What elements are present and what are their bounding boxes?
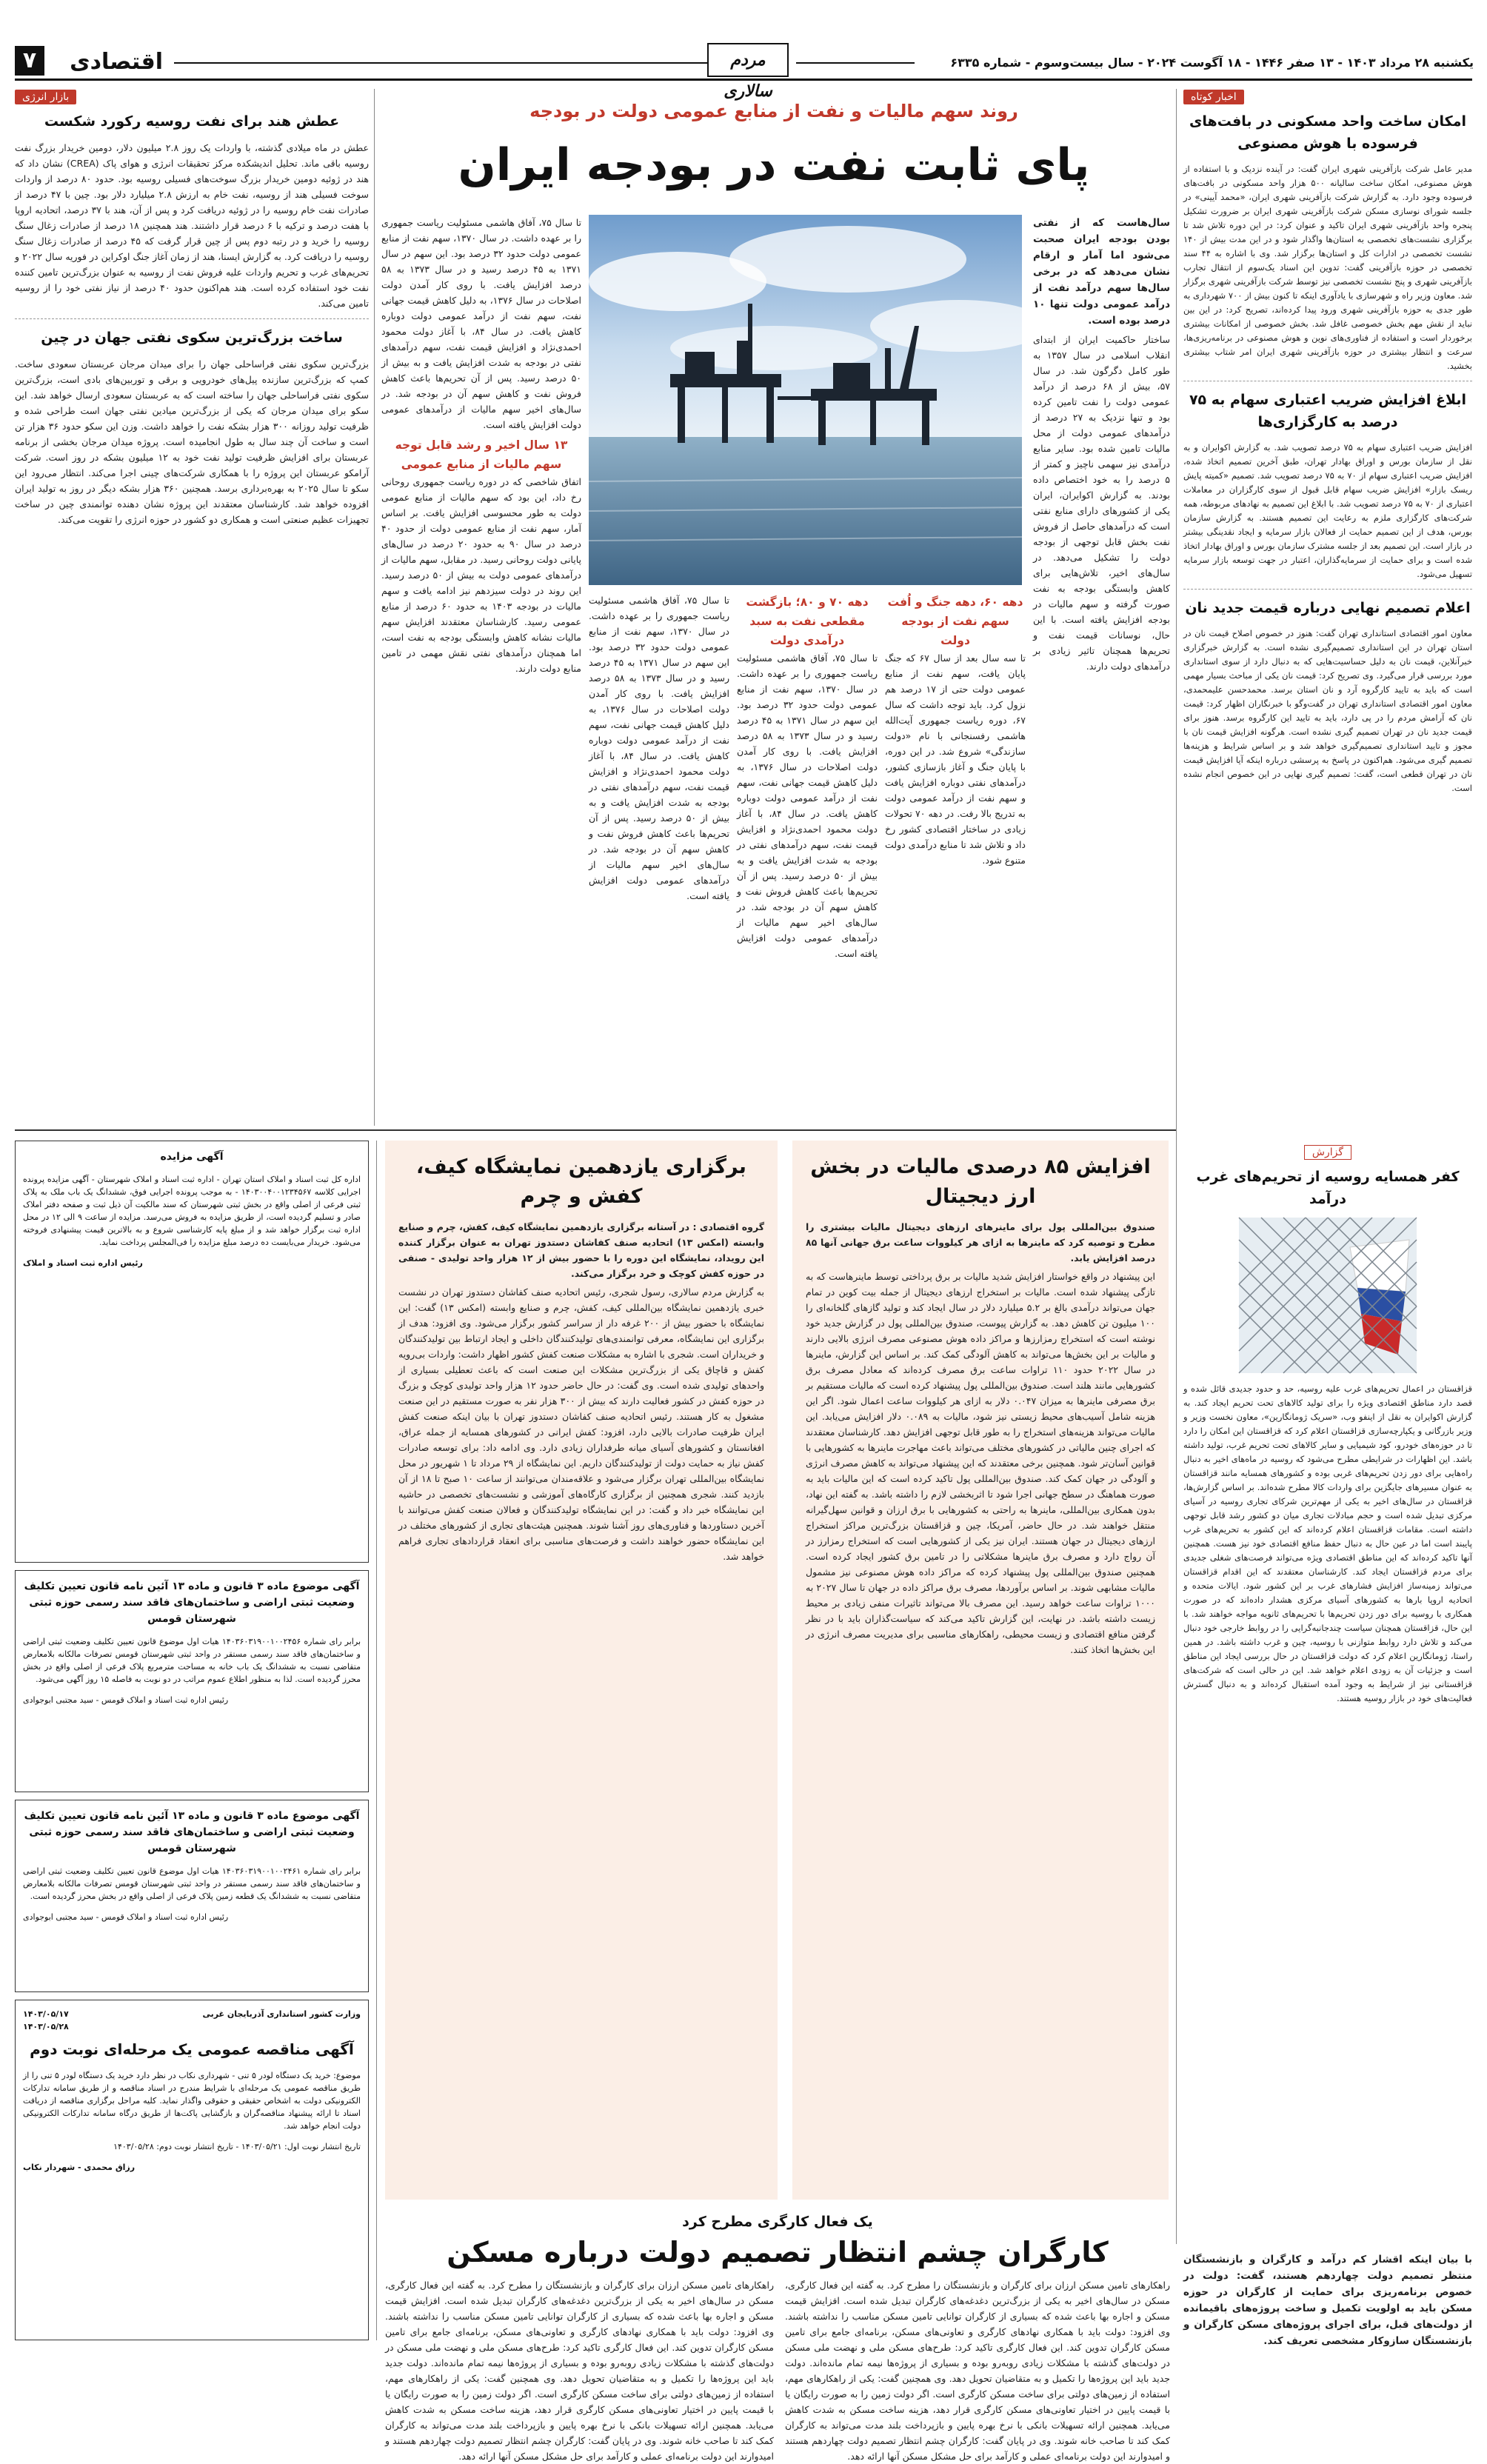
market-tag: بازار انرژی [15, 90, 76, 104]
leather-expo-lede: گروه اقتصادی : در آستانه برگزاری یازدهمین نمایشگاه کیف، کفش، چرم و صنایع وابسته (امکس ۱۳) اتحادیه صنف کفاشان دستدوز تهران به عنوان برگزار کننده این رویداد، نمایشگاه این دوره را با حضور بیش از ۱۲ هزار واحد تولیدی - صنفی در حوزه کفش کوچک و خرد برگزار می‌کند. [398, 1221, 764, 1279]
ad-tender-date-1: ۱۴۰۳/۰۵/۱۷ [23, 2009, 69, 2019]
ad-land-registry-1-body: برابر رای شماره ۱۴۰۳۶۰۳۱۹۰۰۱۰۰۲۴۵۶ هیات اول موضوع قانون تعیین تکلیف وضعیت ثبتی اراضی و ساختمان‌های فاقد سند رسمی مستقر در واحد ثبتی شهرستان قومس تصرفات مالکانه بلامعارض متقاضی نسبت به ششدانگ یک باب خانه به مساحت مترمربع پلاک فرعی از اصلی واقع در بخش محرز گردیده است. لذا به منظور اطلاع عموم مراتب در دو نوبت به فاصله ۱۵ روز آگهی می‌شود. [23, 1637, 361, 1684]
ad-tender-body: موضوع: خرید یک دستگاه لودر ۵ تنی - شهرداری نکاب در نظر دارد خرید یک دستگاه لودر ۵ تنی را از طریق مناقصه عمومی یک مرحله‌ای با شرایط مندرج در اسناد مناقصه و از طریق سامانه تدارکات الکترونیکی دولت به اشخاص حقیقی و حقوقی واگذار نماید. کلیه مراحل برگزاری مناقصه از دریافت اسناد تا ارائه پیشنهاد مناقصه‌گران و بازگشایی پاکت‌ها از طریق درگاه سامانه تدارکات الکترونیکی دولت انجام خواهد شد. [23, 2071, 361, 2131]
ad-auction-title: آگهی مزایده [160, 1151, 224, 1163]
lead-column-4 [589, 592, 729, 1126]
lead-subhead-2: دهه ۷۰ و ۸۰؛ بازگشت مقطعی نفت به سبد درآمدی دولت [746, 595, 869, 647]
fence-flag-illustration [1239, 1218, 1417, 1373]
oil-platform-photo [589, 215, 1022, 585]
masthead-line-left [174, 62, 707, 64]
date-line: یکشنبه ۲۸ مرداد ۱۴۰۳ - ۱۳ صفر ۱۴۴۶ - ۱۸ آگوست ۲۰۲۴ - سال بیست‌وسوم - شماره ۶۳۳۵ [950, 56, 1474, 70]
lead-column-3 [737, 592, 878, 1126]
ad-tender-title: آگهی مناقصه عمومی یک مرحله‌ای نوبت دوم [30, 2040, 354, 2058]
ad-auction-signature: رئیس اداره ثبت اسناد و املاک [23, 1258, 143, 1268]
ads-column-rule [376, 1141, 377, 2340]
ad-tender-dates-box [23, 2008, 69, 2033]
ad-land-registry-2-title: آگهی موضوع ماده ۳ قانون و ماده ۱۳ آئین نامه قانون تعیین تکلیف وضعیت ثبتی اراضی و ساختمان‌های فاقد سند رسمی حوزه ثبتی شهرستان قومس [24, 1810, 360, 1854]
housing-lede-column [1183, 2251, 1472, 2355]
masthead-line-right [796, 62, 915, 64]
section-label: اقتصادی [70, 49, 163, 75]
lead-subhead-3: ۱۳ سال اخیر و رشد قابل توجه سهم مالیات از منابع عمومی [395, 438, 568, 471]
crypto-tax-body: این پیشنهاد در واقع خواستار افزایش شدید مالیات بر برق پرداختی توسط ماینرهاست که به تازگی پیشنهاد شده است. مالیات بر استخراج ارزهای دیجیتال از جمله بیت کوین در تمام جهان می‌تواند درآمدی بالغ بر ۵.۲ میلیارد دلار در سال ایجاد کند و تولید گازهای گلخانه‌ای را ۱۰۰ میلیون تن کاهش دهد. به گزارش پیوست، صندوق بین‌المللی پول در گزارش جدید خود نوشته است که استخراج رمزارزها و مراکز داده هوش مصنوعی مصرف انرژی بالایی دارند و مالیات بر این بخش‌ها می‌تواند به کاهش آلودگی کمک کند. بر اساس این گزارش، ماینرها در سال ۲۰۲۲ حدود ۱۱۰ تراوات ساعت برق مصرف کرده‌اند که معادل مصرف برق کشورهایی مانند هلند است. صندوق بین‌المللی پول پیشنهاد کرده است که مالیات مستقیم بر برق مصرفی ماینرها به میزان ۰.۰۴۷ دلار به ازای هر کیلووات ساعت اعمال شود. اگر این هزینه شامل آسیب‌های محیط زیستی نیز شود، مالیات به ۰.۰۸۹ دلار افزایش می‌یابد. این مالیات می‌تواند هزینه‌های استخراج را به طور قابل توجهی افزایش دهد. کارشناسان معتقدند که اجرای چنین مالیاتی در کشورهای مختلف می‌تواند باعث مهاجرت ماینرها به کشورهایی با قوانین آسان‌تر شود. همچنین برخی معتقدند که این پیشنهاد می‌تواند به کاهش مصرف انرژی و آلودگی در جهان کمک کند. صندوق بین‌المللی پول تاکید کرده است که این مالیات باید به صورت هماهنگ در سطح جهانی اجرا شود تا اثربخشی لازم را داشته باشد. به گفته این نهاد، بدون همکاری بین‌المللی، ماینرها به راحتی به کشورهایی با برق ارزان و قوانین سهل‌گیرانه منتقل خواهند شد. در حال حاضر، آمریکا، چین و قزاقستان بزرگ‌ترین مراکز استخراج ارزهای دیجیتال در جهان هستند. ایران نیز یکی از کشورهایی است که استخراج رمزارز در آن رواج دارد و مصرف برق ماینرها مشکلاتی را در تامین برق کشور ایجاد کرده است. همچنین صندوق بین‌المللی پول پیشنهاد کرده که مراکز داده هوش مصنوعی نیز مشمول مالیات مشابهی شوند. بر اساس برآوردها، مصرف برق مراکز داده در جهان تا سال ۲۰۲۷ به ۱۰۰۰ تراوات ساعت خواهد رسید. این مصرف بالا می‌تواند تاثیرات منفی زیادی بر محیط زیست داشته باشد. در نهایت، این گزارش تاکید می‌کند که سیاست‌گذاران باید با در نظر گرفتن منافع اقتصادی و زیست محیطی، راهکارهای مناسبی برای مدیریت مصرف انرژی در این بخش‌ها اتخاذ کنند. [805, 1271, 1156, 1655]
short-news-1-body: مدیر عامل شرکت بازآفرینی شهری ایران گفت: در آینده نزدیک و با استفاده از هوش مصنوعی، امکان ساخت سالیانه ۵۰۰ هزار واحد مسکونی در بافت‌های فرسوده وجود دارد. به گزارش شرکت بازآفرینی شهری ایران، «محمد آیینی» در جلسه شورای نوسازی مسکن شرکت بازآفرینی شهری ایران بر ضرورت تشکیل پنجره واحد بازآفرینی شهری ایران تاکید و عنوان کرد: در این دوره تلاش شد تا برگزاری نشست‌های تخصصی به استان‌ها واگذار شود و در این مدت بیش از ۱۴۰ نشست تخصصی در ادارات کل و استان‌ها برگزار شد. وی با اشاره به ۴۴ سند تخصصی در حوزه بازآفرینی گفت: تدوین این اسناد یک‌سوم از انتقال تجارب بازآفرینی شهری و پنج نشست تخصصی نیز توسط شرکت بازآفرینی شهری برگزار شد. معاون وزیر راه و شهرسازی با یادآوری اینکه تا کنون بیش از ۷۰۰ شهرداری به طور جدی به حوزه بازآفرینی شهری ورود پیدا کرده‌اند، تصریح کرد: در این بین نباید از نقش مهم بخش خصوصی غافل شد. بخش خصوصی از امکانات بیشتری برخوردار است و استفاده از فناوری‌های نوین و هوش مصنوعی در برنامه‌ریزی‌ها، سرعت و انتظار بیشتری در حوزه بازآفرینی شهری ایران امر شتاب بیشتری بخشید. [1183, 164, 1472, 371]
fence-flag-photo [1239, 1218, 1417, 1373]
leather-expo-article [385, 1141, 778, 2200]
lead-column-5 [381, 215, 581, 1126]
ad-tender [15, 2000, 369, 2340]
ad-auction [15, 1141, 369, 1563]
housing-kicker: یک فعال کارگری مطرح کرد [682, 2214, 873, 2230]
market-column [15, 89, 369, 1126]
crypto-tax-title: افزایش ۸۵ درصدی مالیات در بخش ارز دیجیتال [810, 1155, 1151, 1208]
lead-body-d: اتفاق شاخصی که در دوره ریاست جمهوری روحانی رخ داد، این بود که سهم مالیات از منابع عمومی دولت به طور محسوسی افزایش یافت. بر اساس آمار، سهم نفت از منابع عمومی دولت از حدود ۴۰ درصد در سال ۹۰ به حدود ۲۰ درصد در سال‌های پایانی دولت روحانی رسید. در مقابل، سهم مالیات از درآمدهای عمومی دولت به بیش از ۵۰ درصد رسید. این روند در دولت سیزدهم نیز ادامه یافت و سهم مالیات در بودجه ۱۴۰۳ به حدود ۶۰ درصد از منابع عمومی رسید. کارشناسان معتقدند افزایش سهم مالیات نشانه کاهش وابستگی بودجه به نفت است، اما همچنان درآمدهای نفتی نقش مهمی در تامین منابع دولت دارند. [381, 476, 582, 674]
ad-tender-header: وزارت کشور استانداری آذربایجان غربی [202, 2009, 361, 2019]
short-news-2-body: افزایش ضریب اعتباری سهام به ۷۵ درصد تصویب شد. به گزارش اکوایران و به نقل از سازمان بورس و اوراق بهادار تهران، طبق آخرین تصمیم اتخاذ شده، افزایش ضریب اعتباری سهام از ۷۰ به ۷۵ درصد تصویب شد. تصمیم «کمیته پایش ریسک بازار» افزایش ضریب سهام قابل قبول از سوی کارگزاران در معاملات اعتباری از ۷۰ به ۷۵ درصد تصویب شد. با ابلاغ این تصمیم به نهادهای مربوطه، همه شرکت‌های کارگزاری ملزم به رعایت این تصمیم هستند. به گزارش سازمان بورس، هدف از این تصمیم حمایت از فعالان بازار سرمایه و ایجاد نقدینگی بیشتر در بازار است. این تصمیم بعد از جلسه مشترک سازمان بورس و اوراق بهادار اتخاذ شده است و برای حمایت از سرمایه‌گذاران، اعتبار در جهت توسعه بازار سرمایه تسهیل می‌شود. [1183, 442, 1472, 579]
ad-land-registry-1 [15, 1570, 369, 1792]
market-body-1: عطش در ماه میلادی گذشته، با واردات یک روز ۲.۸ میلیون دلار، دومین خریدار بزرگ نفت روسیه باقی ماند. تحلیل اندیشکده مرکز تحقیقات انرژی و هوای پاک (CREA) نشان داد که هند در ژوئیه دومین خریدار بزرگ سوخت‌های فسیلی روسیه بود. حدود ۸۰ درصد از واردات سوخت فسیلی هند از روسیه، نفت خام به ارزش ۲.۸ میلیارد دلار بود. چین با ۴۷ درصد از صادرات نفت خام روسیه را در ژوئیه دریافت کرد و پس از آن، هند با ۳۷ درصد، اتحادیه اروپا با هفت درصد و ترکیه با ۶ درصد قرار داشتند. هند همچنین ۱۸ درصد از صادرات زغال سنگ روسیه را خرید و در رتبه دوم پس از چین قرار گرفت که ۴۵ درصد از صادرات زغال سنگ روسیه را دریافت کرد. به گزارش ایسنا، هند از زمان آغاز جنگ اوکراین در فوریه سال ۲۰۲۲ و تحریم‌های غرب و تحریم واردات علیه فروش نفت از روسیه به عنوان بزرگ‌ترین تامین کننده نفت خود استفاده کرده است. هند هم‌اکنون حدود ۴۰ درصد از نیاز نفتی خود را از روسیه تامین می‌کند. [15, 142, 369, 309]
oil-platform-illustration [589, 215, 1022, 585]
short-news-1-title: امکان ساخت واحد مسکونی در بافت‌های فرسوده با هوش مصنوعی [1189, 113, 1467, 152]
page-number-badge: ۷ [15, 46, 44, 76]
left-column-rule [374, 89, 375, 1126]
crypto-tax-article [792, 1141, 1169, 2200]
short-news-2-title: ابلاغ افزایش ضریب اعتباری سهام به ۷۵ درصد به کارگزاری‌ها [1189, 392, 1467, 430]
ad-land-registry-1-signature: رئیس اداره ثبت اسناد و املاک قومس - سید مجتبی ابوجوادی [23, 1695, 229, 1705]
lead-body-d-intro: تا سال ۷۵، آفاق هاشمی مسئولیت ریاست جمهوری را بر عهده داشت. در سال ۱۳۷۰، سهم نفت از منابع عمومی دولت حدود ۳۲ درصد بود. این سهم در سال ۱۳۷۱ به ۴۵ درصد رسید و در سال ۱۳۷۳ به ۵۸ درصد افزایش یافت. با روی کار آمدن دولت اصلاحات در سال ۱۳۷۶، به دلیل کاهش قیمت جهانی نفت، سهم نفت از درآمد عمومی دولت دوباره کاهش یافت. در سال ۸۴، با آغاز دولت محمود احمدی‌نژاد و افزایش قیمت نفت، سهم درآمدهای نفتی در بودجه به شدت افزایش یافت و به بیش از ۵۰ درصد رسید. پس از آن تحریم‌ها باعث کاهش فروش نفت و کاهش سهم آن در بودجه شد. در سال‌های اخیر سهم مالیات از درآمدهای عمومی دولت افزایش یافته است. [381, 217, 581, 430]
lead-column-1 [1033, 215, 1170, 1126]
ad-land-registry-1-title: آگهی موضوع ماده ۳ قانون و ماده ۱۳ آئین نامه قانون تعیین تکلیف وضعیت ثبتی اراضی و ساختمان‌های فاقد سند رسمی حوزه ثبتی شهرستان قومس [24, 1580, 360, 1625]
lead-kicker: روند سهم مالیات و نفت از منابع عمومی دولت در بودجه [529, 101, 1018, 121]
short-news-tag: اخبار کوتاه [1183, 90, 1244, 104]
ad-tender-date-2: ۱۴۰۳/۰۵/۲۸ [23, 2022, 69, 2031]
short-news-3-title: اعلام تصمیم نهایی درباره قیمت جدید نان [1185, 600, 1471, 616]
housing-body-2: راهکارهای تامین مسکن ارزان برای کارگران و بازنشستگان را مطرح کرد. به گفته این فعال کارگری، مسکن در سال‌های اخیر به یکی از بزرگ‌ترین دغدغه‌های کارگران تبدیل شده است. افزایش قیمت مسکن و اجاره بها باعث شده که بسیاری از کارگران توانایی تامین مسکن مناسب را نداشته باشند. وی افزود: دولت باید با همکاری نهادهای کارگری و تعاونی‌های مسکن، برنامه‌ای جامع برای تامین مسکن کارگران تدوین کند. این فعال کارگری تاکید کرد: طرح‌های مسکن ملی و نهضت ملی مسکن در دولت‌های گذشته با مشکلات زیادی روبه‌رو بوده و بسیاری از پروژه‌ها نیمه تمام مانده‌اند. دولت جدید باید این پروژه‌ها را تکمیل و به متقاضیان تحویل دهد. وی همچنین گفت: یکی از راهکارهای مهم، استفاده از زمین‌های دولتی برای ساخت مسکن کارگری است. اگر دولت زمین را به صورت رایگان یا با قیمت پایین در اختیار تعاونی‌های مسکن کارگری قرار دهد، هزینه ساخت مسکن به شدت کاهش می‌یابد. همچنین ارائه تسهیلات بانکی با نرخ بهره پایین و بازپرداخت بلند مدت می‌تواند به کارگران کمک کند تا صاحب خانه شوند. وی در پایان گفت: کارگران چشم انتظار تصمیم دولت چهاردهم هستند و امیدوارند این دولت برنامه‌ای عملی و کارآمد برای حل مشکل مسکن آنها ارائه دهد. [385, 2280, 774, 2462]
housing-body-column-1 [785, 2277, 1170, 2462]
crypto-tax-lede: صندوق بین‌المللی پول برای ماینرهای ارزهای دیجیتال مالیات بیشتری را مطرح و توصیه کرد که ماینرها به ازای هر کیلووات ساعت برق جهانی آنها ۸۵ درصد افزایش یابد. [806, 1221, 1155, 1263]
market-body-2: بزرگ‌ترین سکوی نفتی فراساحلی جهان را برای میدان مرجان عربستان سعودی ساخت. کمپ که بزرگ‌ترین سازنده پیل‌های خودرویی و برقی و توربین‌های بادی است، بزرگ‌ترین سکوی نفتی فراساحلی جهان را ساخته است که به عربستان سعودی ارسال خواهد شد. این سکو برای میدان مرجان که یکی از بزرگ‌ترین میادین نفتی جهان است طراحی شده و ظرفیت تولید روزانه ۳۰۰ هزار بشکه نفت را خواهد داشت. وزن این سکو حدود ۳۶ هزار تن است و ساخت آن چند سال به طول انجامیده است. پروژه میدان مرجان بخشی از برنامه عربستان برای افزایش ظرفیت تولید نفت خود به ۱۲ میلیون بشکه در روز است. شرکت آرامکو عربستان این پروژه را با همکاری شرکت‌های چینی اجرا می‌کند. انتظار می‌رود این سکو تا سال ۲۰۲۵ به بهره‌برداری برسد. همچنین ۳۶۰ هزار بشکه دیگر در روز به تولید ایران افزوده خواهد شد. کارشناسان معتقدند این پروژه نشان دهنده توانمندی چین در ساخت تجهیزات عظیم صنعتی است و همکاری دو کشور در حوزه انرژی را تقویت می‌کند. [15, 358, 370, 525]
masthead-divider [15, 79, 1472, 81]
middle-horizontal-rule [15, 1129, 1176, 1131]
short-news-column [1183, 89, 1472, 1133]
right-column-rule [1176, 89, 1177, 2244]
report-column [1183, 1144, 1472, 2240]
lead-body-c: تا سال ۷۵، آفاق هاشمی مسئولیت ریاست جمهوری را بر عهده داشت. در سال ۱۳۷۰، سهم نفت از منابع عمومی دولت حدود ۳۲ درصد بود. این سهم در سال ۱۳۷۱ به ۴۵ درصد رسید و در سال ۱۳۷۳ به ۵۸ درصد افزایش یافت. با روی کار آمدن دولت اصلاحات در سال ۱۳۷۶، به دلیل کاهش قیمت جهانی نفت، سهم نفت از درآمد عمومی دولت دوباره کاهش یافت. در سال ۸۴، با آغاز دولت محمود احمدی‌نژاد و افزایش قیمت نفت، سهم درآمدهای نفتی در بودجه به شدت افزایش یافت و به بیش از ۵۰ درصد رسید. پس از آن تحریم‌ها باعث کاهش فروش نفت و کاهش سهم آن در بودجه شد. در سال‌های اخیر سهم مالیات از درآمدهای عمومی دولت افزایش یافته است. [737, 652, 878, 959]
housing-body-1: راهکارهای تامین مسکن ارزان برای کارگران و بازنشستگان را مطرح کرد. به گفته این فعال کارگری، مسکن در سال‌های اخیر به یکی از بزرگ‌ترین دغدغه‌های کارگران تبدیل شده است. افزایش قیمت مسکن و اجاره بها باعث شده که بسیاری از کارگران توانایی تامین مسکن مناسب را نداشته باشند. وی افزود: دولت باید با همکاری نهادهای کارگری و تعاونی‌های مسکن، برنامه‌ای جامع برای تامین مسکن کارگران تدوین کند. این فعال کارگری تاکید کرد: طرح‌های مسکن ملی و نهضت ملی مسکن در دولت‌های گذشته با مشکلات زیادی روبه‌رو بوده و بسیاری از پروژه‌ها نیمه تمام مانده‌اند. دولت جدید باید این پروژه‌ها را تکمیل و به متقاضیان تحویل دهد. وی همچنین گفت: یکی از راهکارهای مهم، استفاده از زمین‌های دولتی برای ساخت مسکن کارگری است. اگر دولت زمین را به صورت رایگان یا با قیمت پایین در اختیار تعاونی‌های مسکن کارگری قرار دهد، هزینه ساخت مسکن به شدت کاهش می‌یابد. همچنین ارائه تسهیلات بانکی با نرخ بهره پایین و بازپرداخت بلند مدت می‌تواند به کارگران کمک کند تا صاحب خانه شوند. وی در پایان گفت: کارگران چشم انتظار تصمیم دولت چهاردهم هستند و امیدوارند این دولت برنامه‌ای عملی و کارآمد برای حل مشکل مسکن آنها ارائه دهد. [785, 2280, 1170, 2462]
housing-body-column-2 [385, 2277, 774, 2462]
short-news-3-body: معاون امور اقتصادی استانداری تهران گفت: هنوز در خصوص اصلاح قیمت نان در استان تهران در این استانداری تصمیم‌گیری نشده است. به گزارش خبرگزاری خبرآنلاین، قیمت نان به دلیل حساسیت‌هایی که به دنبال دارد از سوی استانداری مورد بررسی قرار می‌گیرد. وی تصریح کرد: قیمت نان یکی از مباحث بسیار مهمی است که باید به تایید کارگروه آرد و نان استان برسد. محمدحسن علیمحمدی، معاون امور اقتصادی استانداری تهران در گفت‌وگو با خبرنگاران اظهار کرد: قیمت نان که آرامش مردم را در پی دارد، باید به تایید این کارگروه برسد. هنوز برای قیمت جدید نان در تهران تصمیم گیری نشده است. هرگونه افزایش قیمت نان با مجوز و تایید استانداری تصمیم‌گیری خواهد شد و بر اساس شرایط و هزینه‌ها تصمیم گیری می‌شود. هم‌اکنون در پاسخ به پرسشی درباره اینکه آیا افزایش قیمت نان در تهران قطعی است، گفت: تصمیم گیری نهایی در این خصوص انجام نشده است. [1183, 628, 1472, 793]
report-body: قزاقستان در اعمال تحریم‌های غرب علیه روسیه، حد و حدود جدیدی قائل شده و قصد دارد مناطق اقتصادی ویژه را برای تولید کالاهای تحت تحریم ایجاد کند. به گزارش اکوایران به نقل از اینفو وب، «سریک ژومانگارین»، معاون نخست وزیر و وزیر بازرگانی و یکپارچه‌سازی قزاقستان اعلام کرد که قزاقستان این امکان را دارد تا در حوزه‌های خودرو، کود شیمیایی و سایر کالاهای تحت تحریم غرب، تولید داشته باشد. این اظهارات در شرایطی مطرح می‌شود که روسیه در ماه‌های اخیر به دنبال راه‌هایی برای دور زدن تحریم‌های غربی بوده و کشورهای همسایه مانند قزاقستان به عنوان مسیرهای جایگزین برای واردات کالا مطرح شده‌اند. بر اساس گزارش‌ها، قزاقستان در سال‌های اخیر به یکی از مهم‌ترین شرکای تجاری روسیه در آسیای مرکزی تبدیل شده است و حجم مبادلات تجاری میان دو کشور رشد قابل توجهی داشته است. مقامات قزاقستان اعلام کرده‌اند که این کشور به تحریم‌های غرب پایبند است اما در عین حال به دنبال حفظ منافع اقتصادی خود نیز هست. همچنین آنها تاکید کرده‌اند که این مناطق اقتصادی ویژه می‌تواند فرصت‌های شغلی جدیدی برای مردم قزاقستان ایجاد کند. کارشناسان معتقدند که این اقدام قزاقستان می‌تواند زمینه‌ساز افزایش فشارهای غرب بر این کشور شود. ایالات متحده و اتحادیه اروپا بارها به کشورهای آسیای مرکزی هشدار داده‌اند که در صورت همکاری با روسیه برای دور زدن تحریم‌ها با تحریم‌های ثانویه مواجه خواهند شد. با این حال، قزاقستان همچنان سیاست چندجانبه‌گرایی را در روابط خارجی خود دنبال می‌کند و تلاش دارد روابط متوازنی با روسیه، چین و غرب داشته باشد. در همین راستا، ژومانگارین اعلام کرد که دولت قزاقستان در حال بررسی ایجاد این مناطق است و جزئیات آن به زودی اعلام خواهد شد. این در حالی است که شرکت‌های قزاقستانی نیز از شرایط به وجود آمده استقبال کرده‌اند و به دنبال گسترش فعالیت‌های خود در بازار روسیه هستند. [1183, 1383, 1472, 1703]
ad-tender-signature: رزاق محمدی - شهردار نکاب [23, 2163, 136, 2172]
lead-body-a: ساختار حاکمیت ایران از ابتدای انقلاب اسلامی در سال ۱۳۵۷ به طور کامل دگرگون شد. در سال ۵۷، بیش از ۶۸ درصد از درآمد عمومی دولت را نفت تامین کرده بود و تنها نزدیک به ۲۷ درصد از درآمدهای عمومی دولت از محل مالیات تامین شده بود. سایر منابع درآمدی نیز سهمی ناچیز و کمتر از ۵ درصد را به خود اختصاص داده بودند. به گزارش اکوایران، ایران یکی از کشورهای دارای منابع نفتی است که درآمدهای حاصل از فروش نفت بخش قابل توجهی از بودجه دولت را تشکیل می‌دهد. در سال‌های اخیر، تلاش‌هایی برای کاهش وابستگی بودجه به نفت صورت گرفته و سهم مالیات در بودجه افزایش یافته است. با این حال، نوسانات قیمت نفت و تحریم‌ها همچنان تاثیر زیادی بر درآمدهای دولت دارند. [1033, 334, 1171, 672]
lead-body-b: تا سه سال بعد از سال ۶۷ که جنگ پایان یافت، سهم نفت از منابع عمومی دولت حتی از ۱۷ درصد هم نزول کرد. باید توجه داشت که سال ۶۷، دوره ریاست جمهوری آیت‌الله هاشمی رفسنجانی با نام «دولت سازندگی» شروع شد. در این دوره، با پایان جنگ و آغاز بازسازی کشور، درآمدهای نفتی دوباره افزایش یافت و سهم نفت از درآمد عمومی دولت به تدریج بالا رفت. در دهه ۷۰ تحولات زیادی در ساختار اقتصادی کشور رخ داد و تلاش شد تا منابع درآمدی دولت متنوع شود. [885, 652, 1026, 866]
short-news-divider-2 [1183, 589, 1472, 590]
ad-auction-body: اداره کل ثبت اسناد و املاک استان تهران - اداره ثبت اسناد و املاک شهرستان - آگهی مزایده پرونده اجرایی کلاسه ۱۴۰۳۰۰۴۰۰۱۲۳۴۵۶۷ - به موجب پرونده اجرایی فوق، ششدانگ یک باب ملک به پلاک ثبتی فرعی از اصلی واقع در بخش ثبتی شهرستان که سند مالکیت آن ذیل ثبت و صفحه دفتر املاک صادر و تسلیم گردیده است، از طریق مزایده به فروش می‌رسد. مزایده از ساعت ۹ الی ۱۲ در محل اداره ثبت برگزار خواهد شد و از مبلغ پایه کارشناسی شروع و به بالاترین قیمت پیشنهادی فروخته می‌شود. خریدار می‌بایست ده درصد مبلغ مزایده را فی‌المجلس پرداخت نماید. [23, 1175, 361, 1247]
ad-tender-publish-dates: تاریخ انتشار نوبت اول: ۱۴۰۳/۰۵/۲۱ - تاریخ انتشار نوبت دوم: ۱۴۰۳/۰۵/۲۸ [113, 2142, 361, 2151]
newspaper-logo: مردم سالاری [707, 43, 789, 77]
leather-expo-body: به گزارش مردم سالاری، رسول شجری، رئیس اتحادیه صنف کفاشان دستدوز تهران در نشست خبری یازدهمین نمایشگاه بین‌المللی کیف، کفش، چرم و صنایع وابسته (امکس ۱۳) گفت: این نمایشگاه با حضور بیش از ۲۰۰ غرفه دار از سراسر کشور برگزار می‌شود. وی افزود: هدف از برگزاری این نمایشگاه، معرفی توانمندی‌های تولیدکنندگان داخلی و ایجاد ارتباط بین تولیدکنندگان و خریداران است. شجری با اشاره به مشکلات صنعت کفش کشور اظهار داشت: واردات بی‌رویه کفش و قاچاق یکی از بزرگ‌ترین مشکلات این صنعت است که باعث تعطیلی بسیاری از واحدهای تولیدی شده است. وی گفت: در حال حاضر حدود ۱۲ هزار واحد تولیدی کوچک و بزرگ در حوزه کفش در کشور فعالیت دارند که بیش از ۳۰۰ هزار نفر به صورت مستقیم در این صنعت مشغول به کار هستند. رئیس اتحادیه صنف کفاشان دستدوز تهران با بیان اینکه صنعت کفش ایران ظرفیت صادرات بالایی دارد، افزود: کفش ایرانی در کشورهای همسایه از جمله عراق، افغانستان و کشورهای آسیای میانه طرفداران زیادی دارد. وی ادامه داد: برای توسعه صادرات کفش نیاز به حمایت دولت از تولیدکنندگان داریم. این نمایشگاه از ۲۹ مرداد تا ۱ شهریور در محل نمایشگاه بین‌المللی تهران برگزار می‌شود و علاقه‌مندان می‌توانند از ساعت ۱۰ صبح تا ۱۸ از آن بازدید کنند. شجری همچنین از برگزاری کارگاه‌های آموزشی و نشست‌های تخصصی در حاشیه این نمایشگاه خبر داد و گفت: در این نمایشگاه تولیدکنندگان و فعالان صنعت کفش می‌توانند با آخرین دستاوردها و فناوری‌های روز آشنا شوند. همچنین هیئت‌های تجاری از کشورهای مختلف در این نمایشگاه حضور خواهند داشت و فرصت‌های مناسبی برای انعقاد قراردادهای تجاری فراهم خواهد شد. [398, 1286, 765, 1562]
ad-land-registry-2-body: برابر رای شماره ۱۴۰۳۶۰۳۱۹۰۰۱۰۰۲۴۶۱ هیات اول موضوع قانون تعیین تکلیف وضعیت ثبتی اراضی و ساختمان‌های فاقد سند رسمی مستقر در واحد ثبتی شهرستان قومس تصرفات مالکانه بلامعارض متقاضی نسبت به ششدانگ یک قطعه زمین پلاک فرعی از اصلی واقع در بخش محرز گردیده است. [23, 1866, 361, 1901]
market-divider [15, 318, 369, 319]
report-title: کفر همسایه روسیه از تحریم‌های غرب درآمد [1196, 1169, 1460, 1207]
housing-headline: کارگران چشم انتظار تصمیم دولت درباره مسکن [447, 2236, 1109, 2268]
lead-headline: پای ثابت نفت در بودجه ایران [458, 139, 1090, 191]
lead-subhead-1: دهه ۶۰، دهه جنگ و اُفت سهم نفت از بودجه دولت [887, 595, 1023, 647]
lead-body-c-cont: تا سال ۷۵، آفاق هاشمی مسئولیت ریاست جمهوری را بر عهده داشت. در سال ۱۳۷۰، سهم نفت از منابع عمومی دولت حدود ۳۲ درصد بود. این سهم در سال ۱۳۷۱ به ۴۵ درصد رسید و در سال ۱۳۷۳ به ۵۸ درصد افزایش یافت. با روی کار آمدن دولت اصلاحات در سال ۱۳۷۶، به دلیل کاهش قیمت جهانی نفت، سهم نفت از درآمد عمومی دولت دوباره کاهش یافت. در سال ۸۴، با آغاز دولت محمود احمدی‌نژاد و افزایش قیمت نفت، سهم درآمدهای نفتی در بودجه به شدت افزایش یافت و به بیش از ۵۰ درصد رسید. پس از آن تحریم‌ها باعث کاهش فروش نفت و کاهش سهم آن در بودجه شد. در سال‌های اخیر سهم مالیات از درآمدهای عمومی دولت افزایش یافته است. [589, 595, 729, 901]
housing-lede: با بیان اینکه اقشار کم درآمد و کارگران و بازنشستگان منتظر تصمیم دولت چهاردهم هستند، گفت: دولت در خصوص برنامه‌ریزی برای حمایت از کارگران در حوزه مسکن باید به اولویت تکمیل و ساخت پروژه‌های باقیمانده از دولت‌های قبل، برای اجرای پروژه‌های مسکن کارگران و بازنشستگان سازوکار مشخصی تعریف کند. [1183, 2254, 1472, 2347]
ad-land-registry-2-signature: رئیس اداره ثبت اسناد و املاک قومس - سید مجتبی ابوجوادی [23, 1912, 229, 1922]
market-title-1: عطش هند برای نفت روسیه رکورد شکست [44, 113, 340, 130]
lead-intro: سال‌هاست که از نفتی بودن بودجه ایران صحبت می‌شود اما آمار و ارقام نشان می‌دهد که در برخی سال‌ها سهم درآمد نفت از درآمد عمومی دولت تنها ۱۰ درصد بوده است. [1033, 217, 1170, 327]
leather-expo-title: برگزاری یازدهمین نمایشگاه کیف، کفش و چرم [416, 1155, 746, 1208]
report-tag: گزارش [1304, 1145, 1351, 1160]
market-title-2: ساخت بزرگ‌ترین سکوی نفتی جهان در چین [41, 330, 343, 346]
lead-column-2 [885, 592, 1026, 1126]
ad-land-registry-2 [15, 1800, 369, 1992]
